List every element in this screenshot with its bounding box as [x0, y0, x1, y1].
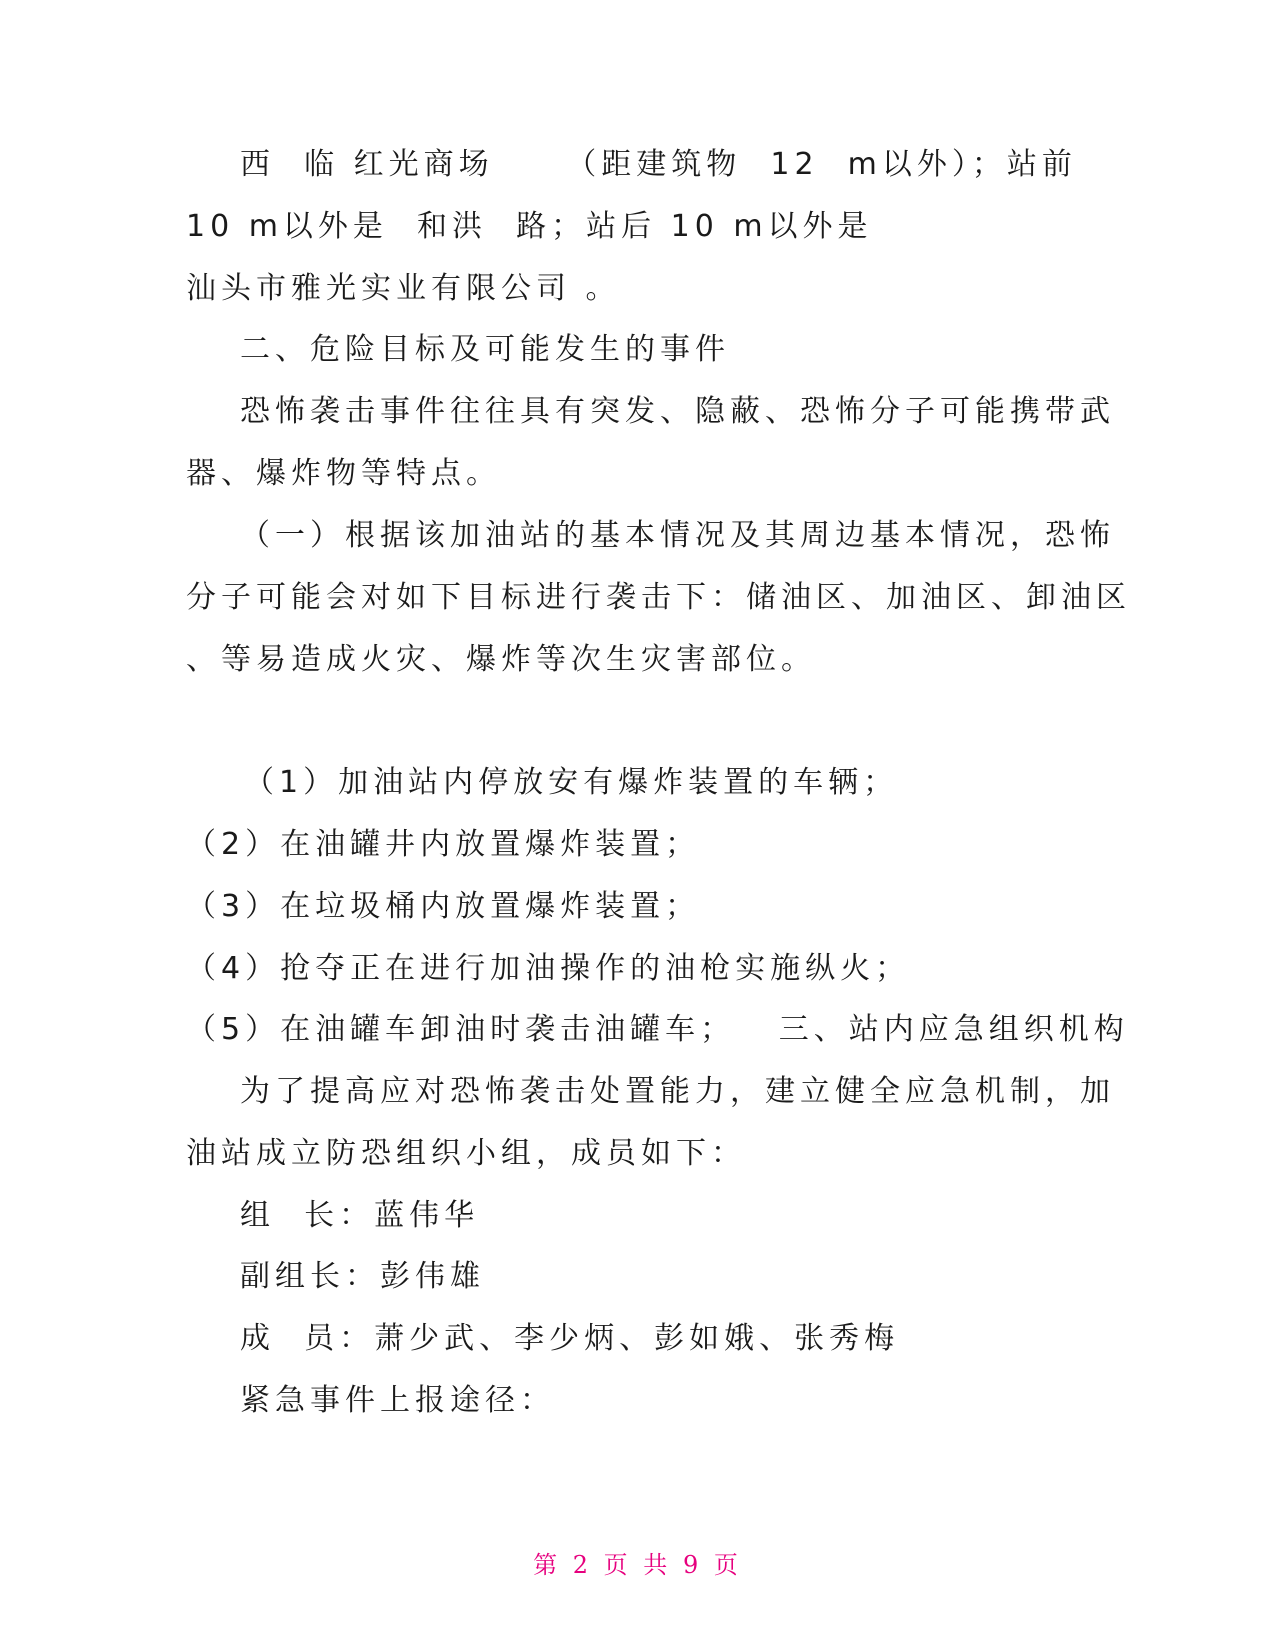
- section-heading: 二、危险目标及可能发生的事件: [240, 332, 730, 367]
- list-item: （2）在油罐井内放置爆炸装置；: [186, 827, 701, 862]
- paragraph-line: 汕头市雅光实业有限公司 。: [186, 271, 621, 306]
- page-number: 第 2 页 共 9 页: [533, 1551, 742, 1579]
- paragraph-line: 紧急事件上报途径：: [240, 1383, 555, 1418]
- member-line: 组 长：蓝伟华: [240, 1198, 480, 1233]
- paragraph-line: 西 临 红光商场 （距建筑物 12 m以外）；站前: [240, 147, 1077, 182]
- list-item: （4）抢夺正在进行加油操作的油枪实施纵火；: [186, 951, 911, 986]
- paragraph-line: 、等易造成火灾、爆炸等次生灾害部位。: [186, 642, 816, 677]
- paragraph-line: 分子可能会对如下目标进行袭击下：储油区、加油区、卸油区: [186, 580, 1131, 615]
- list-item: （1）加油站内停放安有爆炸装置的车辆；: [244, 765, 899, 800]
- list-item: （3）在垃圾桶内放置爆炸装置；: [186, 889, 701, 924]
- member-line: 成 员：萧少武、李少炳、彭如娥、张秀梅: [240, 1321, 900, 1356]
- paragraph-line: （一）根据该加油站的基本情况及其周边基本情况，恐怖: [240, 518, 1115, 553]
- list-item: （5）在油罐车卸油时袭击油罐车； 三、站内应急组织机构: [186, 1012, 1129, 1047]
- paragraph-line: 恐怖袭击事件往往具有突发、隐蔽、恐怖分子可能携带武: [240, 394, 1115, 429]
- paragraph-line: 10 m以外是 和洪 路；站后 10 m以外是: [186, 209, 873, 244]
- paragraph-line: 油站成立防恐组织小组，成员如下：: [186, 1136, 746, 1171]
- member-line: 副组长：彭伟雄: [240, 1259, 485, 1294]
- paragraph-line: 器、爆炸物等特点。: [186, 456, 501, 491]
- paragraph-line: 为了提高应对恐怖袭击处置能力，建立健全应急机制，加: [240, 1074, 1115, 1109]
